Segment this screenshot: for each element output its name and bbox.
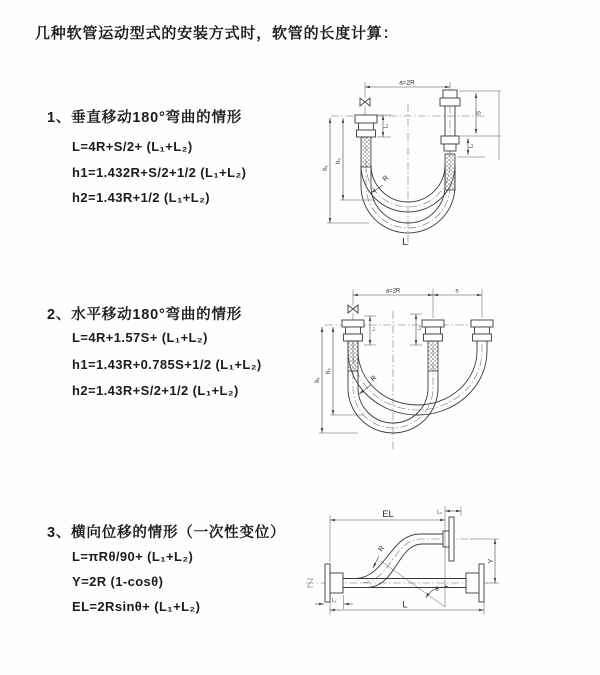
dim-label-length: L — [402, 237, 408, 248]
dim-label-h2: h₂ — [326, 368, 332, 374]
dimension-fitting-left — [315, 595, 353, 609]
diagram-vertical-180-bend — [313, 76, 591, 252]
diagram-horizontal-180-bend — [313, 283, 591, 461]
dim-label-l1: L₁ — [370, 326, 376, 332]
flange-left — [325, 564, 343, 602]
dimension-length — [330, 600, 484, 616]
section-2-heading: 2、水平移动180°弯曲的情形 — [47, 307, 243, 323]
formula-line: h2=1.43R+1/2 (L₁+L₂) — [72, 190, 211, 205]
hose-fitting-left — [342, 320, 364, 371]
valve-icon — [348, 289, 358, 320]
hose-fitting-right — [471, 320, 493, 341]
hose-fitting-right — [440, 90, 460, 190]
dimension-fitting-left — [377, 115, 391, 137]
dimension-fitting-middle — [410, 314, 422, 345]
page-title: 几种软管运动型式的安装方式时，软管的长度计算： — [35, 25, 399, 42]
dim-label-h1: h₁ — [315, 377, 321, 383]
centerlines — [331, 104, 485, 246]
section-3-heading: 3、横向位移的情形（一次性变位） — [47, 525, 286, 541]
formula-line: L=4R+1.57S+ (L₁+L₂) — [72, 330, 208, 345]
formula-line: Y=2R (1-cosθ) — [72, 574, 164, 589]
hose-fitting-left — [355, 115, 377, 167]
dimension-extended-length — [330, 509, 445, 562]
dimension-span — [365, 80, 450, 89]
dimension-fitting-right — [437, 506, 461, 516]
dim-label-l2: L₂ — [468, 143, 475, 149]
formula-line: L=4R+S/2+ (L₁+L₂) — [72, 139, 193, 154]
dim-label-stroke: S — [476, 110, 483, 116]
dim-label-angle: θ — [435, 587, 439, 593]
dimension-span — [353, 288, 482, 319]
dim-label-l2: L₂ — [416, 325, 422, 331]
flange-right-straight — [466, 564, 484, 602]
diagram-lateral-displacement — [298, 503, 598, 643]
dim-label-span: a=2R — [399, 79, 415, 87]
dim-label-offset: Y — [488, 558, 495, 564]
dim-label-h1: h₁ — [323, 165, 329, 171]
dim-label-l1: L₁ — [331, 598, 337, 604]
formula-line: h2=1.43R+S/2+1/2 (L₁+L₂) — [72, 383, 239, 398]
dim-label-el: EL — [382, 509, 394, 520]
dim-label-span: a=2R — [385, 288, 401, 295]
dim-label-h2: h₂ — [336, 158, 342, 164]
hose-fitting-middle — [422, 320, 444, 371]
dim-label-radius: R — [381, 174, 391, 184]
dim-label-l2: L₂ — [437, 509, 442, 516]
formula-line: L=πRθ/90+ (L₁+L₂) — [72, 549, 194, 564]
dim-label-radius: R — [377, 544, 387, 554]
dim-label-stroke: s — [455, 287, 459, 295]
dimension-fitting-left — [364, 316, 376, 345]
dim-label-l1: L₁ — [383, 123, 390, 129]
formula-line: EL=2Rsinθ+ (L₁+L₂) — [72, 599, 201, 614]
flange-right-raised — [443, 517, 454, 561]
radius-callout — [373, 545, 386, 568]
dim-label-radius: R — [369, 374, 379, 384]
formula-line: h1=1.43R+0.785S+1/2 (L₁+L₂) — [72, 357, 262, 372]
dimension-stroke-right — [457, 91, 501, 160]
dim-label-length: L — [402, 599, 408, 611]
radius-callout — [359, 375, 378, 394]
angle-construction — [381, 506, 450, 607]
hose-u-bend-wide — [348, 325, 487, 415]
formula-line: h1=1.432R+S/2+1/2 (L₁+L₂) — [72, 165, 247, 180]
section-1-heading: 1、垂直移动180°弯曲的情形 — [47, 110, 243, 126]
